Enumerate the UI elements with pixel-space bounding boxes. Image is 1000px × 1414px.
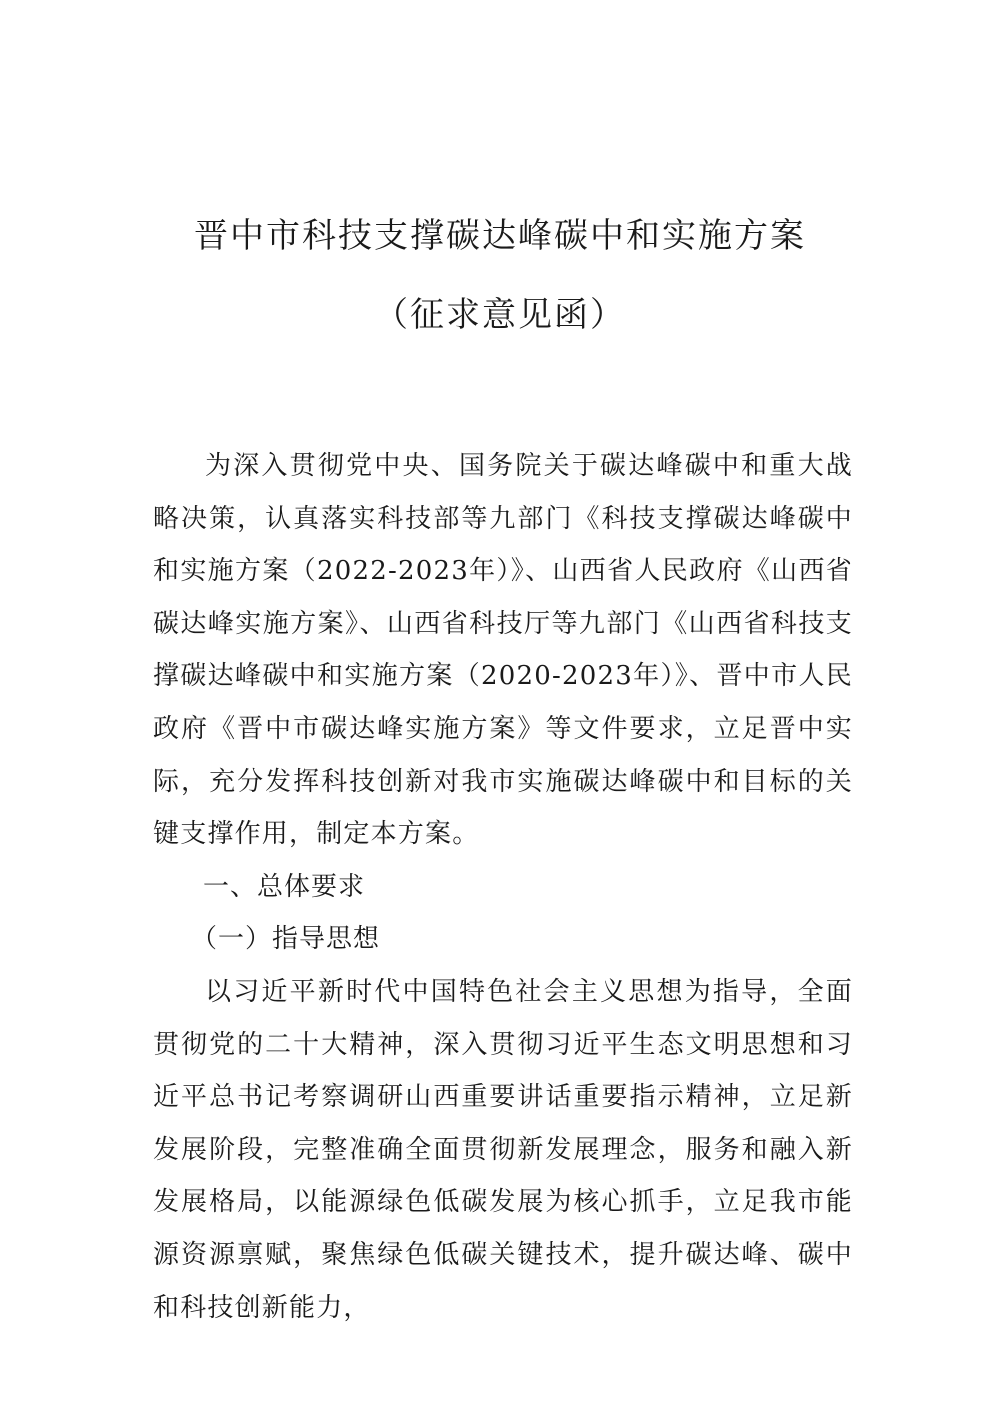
paragraph-intro: 为深入贯彻党中央、国务院关于碳达峰碳中和重大战略决策，认真落实科技部等九部门《科技支撑碳达峰碳中和实施方案（2022-2023年）》、山西省人民政府《山西省碳达峰实施方案》、山西省科技厅等九部门《山西省科技支撑碳达峰碳中和实施方案（2020-2023年）》、晋中市人民政府《晋中市碳达峰实施方案》等文件要求，立足晋中实际，充分发挥科技创新对我市实施碳达峰碳中和目标的关键支撑作用，制定本方案。 (153, 451, 853, 850)
document-title: 晋中市科技支撑碳达峰碳中和实施方案 (194, 216, 806, 256)
document-subtitle: （征求意见函） (374, 295, 626, 335)
section-heading-overall-requirements: 一、总体要求 (203, 871, 366, 902)
paragraph-guiding-ideology: 以习近平新时代中国特色社会主义思想为指导，全面贯彻党的二十大精神，深入贯彻习近平生态文明思想和习近平总书记考察调研山西重要讲话重要指示精神，立足新发展阶段，完整准确全面贯彻新发展理念，服务和融入新发展格局，以能源绿色低碳发展为核心抓手，立足我市能源资源禀赋，聚焦绿色低碳关键技术，提升碳达峰、碳中和科技创新能力， (153, 976, 853, 1323)
document-body (153, 440, 853, 1334)
subsection-heading-guiding-ideology: （一）指导思想 (191, 924, 381, 955)
